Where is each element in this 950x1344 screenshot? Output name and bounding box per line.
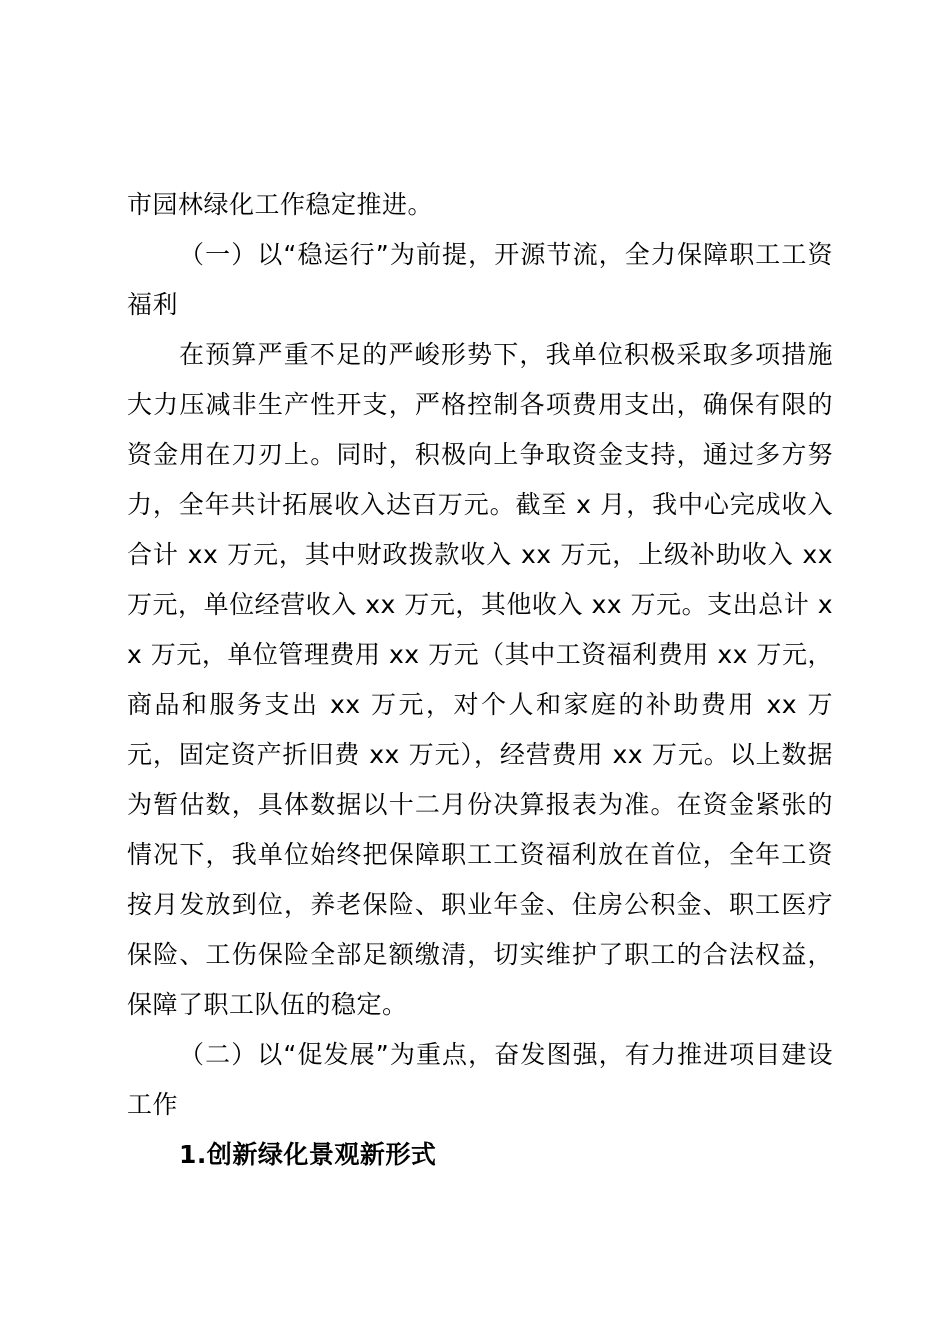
document-body [127,180,833,1180]
section-heading-one: （一）以“稳运行”为前提，开源节流，全力保障职工工资福利 [127,240,833,319]
section-heading-two: （二）以“促发展”为重点，奋发图强，有力推进项目建设工作 [127,1040,833,1119]
paragraph-budget-details: 在预算严重不足的严峻形势下，我单位积极采取多项措施大力压减非生产性开支，严格控制各项费用支出，确保有限的资金用在刀刃上。同时，积极向上争取资金支持，通过多方努力，全年共计拓展收入达百万元。截至 x 月，我中心完成收入合计 xx 万元，其中财政拨款收入 xx 万元，上级补助收入 xx 万元，单位经营收入 xx 万元，其他收入 xx 万元。支出总计 xx 万元，单位管理费用 xx 万元（其中工资福利费用 xx 万元，商品和服务支出 xx 万元，对个人和家庭的补助费用 xx 万元，固定资产折旧费 xx 万元），经营费用 xx 万元。以上数据为暂估数，具体数据以十二月份决算报表为准。在资金紧张的情况下，我单位始终把保障职工工资福利放在首位，全年工资按月发放到位，养老保险、职业年金、住房公积金、职工医疗保险、工伤保险全部足额缴清，切实维护了职工的合法权益，保障了职工队伍的稳定。 [127,340,833,1019]
paragraph-continuation: 市园林绿化工作稳定推进。 [127,190,434,219]
subsection-heading-one: 1.创新绿化景观新形式 [179,1140,437,1169]
